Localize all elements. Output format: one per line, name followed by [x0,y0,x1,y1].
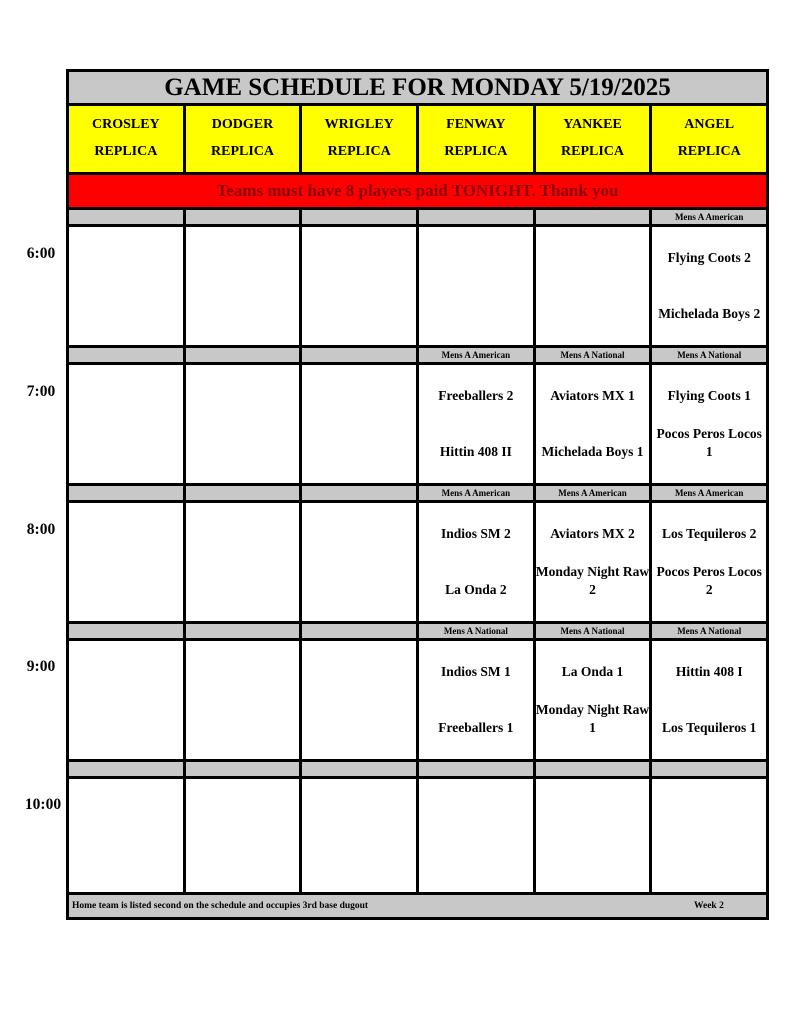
time-label: 6:00 [26,245,56,262]
game-cell [652,365,766,483]
field-name: FENWAY [446,117,506,132]
game-cell [536,503,653,621]
away-team: Freeballers 2 [438,388,514,403]
week-label: Week 2 [694,901,724,911]
time-slot-row [69,779,766,897]
division-label [186,486,303,500]
time-slot-row [69,503,766,621]
division-label [302,762,419,776]
home-team: Pocos Peros Locos 2 [656,564,762,597]
game-cell [69,503,186,621]
field-subname: REPLICA [561,144,625,159]
schedule-sheet [66,69,769,920]
division-label: Mens A American [674,488,744,498]
game-cell [419,779,536,897]
division-label: Mens A American [674,212,744,222]
home-team: Monday Night Raw 1 [535,702,650,735]
division-row [69,207,766,227]
away-team: Flying Coots 2 [667,250,751,265]
game-cell [186,641,303,759]
game-cell [69,779,186,897]
field-header-fenway [419,106,536,172]
field-subname: REPLICA [211,144,275,159]
time-label: 9:00 [26,658,56,675]
game-cell [69,227,186,345]
division-row [69,345,766,365]
home-team: Hittin 408 II [439,444,512,459]
division-row [69,759,766,779]
game-cell [652,227,766,345]
game-cell [186,227,303,345]
page-title: GAME SCHEDULE FOR MONDAY 5/19/2025 [69,72,766,106]
time-label: 8:00 [26,521,56,538]
division-label: Mens A National [677,626,742,636]
division-label: Mens A American [536,486,653,500]
field-name: YANKEE [563,117,622,132]
home-team: Michelada Boys 1 [541,444,644,459]
away-team: Flying Coots 1 [667,388,751,403]
division-label [302,348,419,362]
division-label: Mens A National [677,350,742,360]
away-team: La Onda 1 [561,664,624,679]
notice-banner: Teams must have 8 players paid TONIGHT. Thank you [69,175,766,210]
home-team: Los Tequileros 1 [662,720,757,735]
division-row [69,621,766,641]
field-subname: REPLICA [94,144,158,159]
away-team: Aviators MX 2 [550,526,635,541]
division-label [302,624,419,638]
division-label [536,762,653,776]
game-cell [652,503,766,621]
division-label [419,762,536,776]
home-team: Michelada Boys 2 [658,306,761,321]
time-slot-row [69,641,766,759]
home-team: Pocos Peros Locos 1 [656,426,762,459]
home-team-note: Home team is listed second on the schedule and occupies 3rd base dugout [72,901,369,911]
field-header-angel [652,106,766,172]
game-cell [302,227,419,345]
game-cell [419,641,536,759]
game-cell [302,779,419,897]
field-header-crosley [69,106,186,172]
division-label: Mens A American [419,486,536,500]
field-header-dodger [186,106,303,172]
field-header-yankee [536,106,653,172]
division-label [69,624,186,638]
game-cell [302,641,419,759]
away-team: Aviators MX 1 [550,388,635,403]
game-cell [302,365,419,483]
division-label [652,762,766,776]
game-cell [652,641,766,759]
division-label [302,486,419,500]
field-name: WRIGLEY [324,117,394,132]
game-cell [536,365,653,483]
game-cell [186,503,303,621]
away-team: Indios SM 2 [440,526,511,541]
game-cell [536,779,653,897]
away-team: Hittin 408 I [675,664,743,679]
time-slot-row [69,227,766,345]
field-name: CROSLEY [91,117,160,132]
field-subname: REPLICA [444,144,508,159]
division-label [186,762,303,776]
game-cell [69,641,186,759]
time-slot-row [69,365,766,483]
time-label: 7:00 [26,383,56,400]
game-cell [419,365,536,483]
division-label: Mens A National [419,624,536,638]
division-label [419,210,536,224]
home-team: Monday Night Raw 2 [535,564,650,597]
time-label: 10:00 [24,796,62,813]
division-label: Mens A American [419,348,536,362]
division-label [69,210,186,224]
away-team: Indios SM 1 [440,664,511,679]
game-cell [69,365,186,483]
away-team: Los Tequileros 2 [662,526,757,541]
game-cell [419,227,536,345]
home-team: La Onda 2 [445,582,507,597]
division-label [69,762,186,776]
division-label [69,486,186,500]
division-label: Mens A National [536,624,653,638]
game-cell [652,779,766,897]
division-label [186,624,303,638]
field-name: DODGER [211,117,274,132]
game-cell [186,779,303,897]
division-label [69,348,186,362]
field-header-wrigley [302,106,419,172]
game-cell [536,227,653,345]
division-row [69,483,766,503]
game-cell [302,503,419,621]
field-subname: REPLICA [327,144,391,159]
game-cell [536,641,653,759]
field-subname: REPLICA [677,144,741,159]
division-label [536,210,653,224]
game-cell [186,365,303,483]
footer-bar [69,892,766,917]
field-header-row [69,106,766,175]
division-label [186,210,303,224]
home-team: Freeballers 1 [438,720,514,735]
division-label [186,348,303,362]
division-label [302,210,419,224]
game-cell [419,503,536,621]
field-name: ANGEL [684,117,735,132]
division-label: Mens A National [536,348,653,362]
